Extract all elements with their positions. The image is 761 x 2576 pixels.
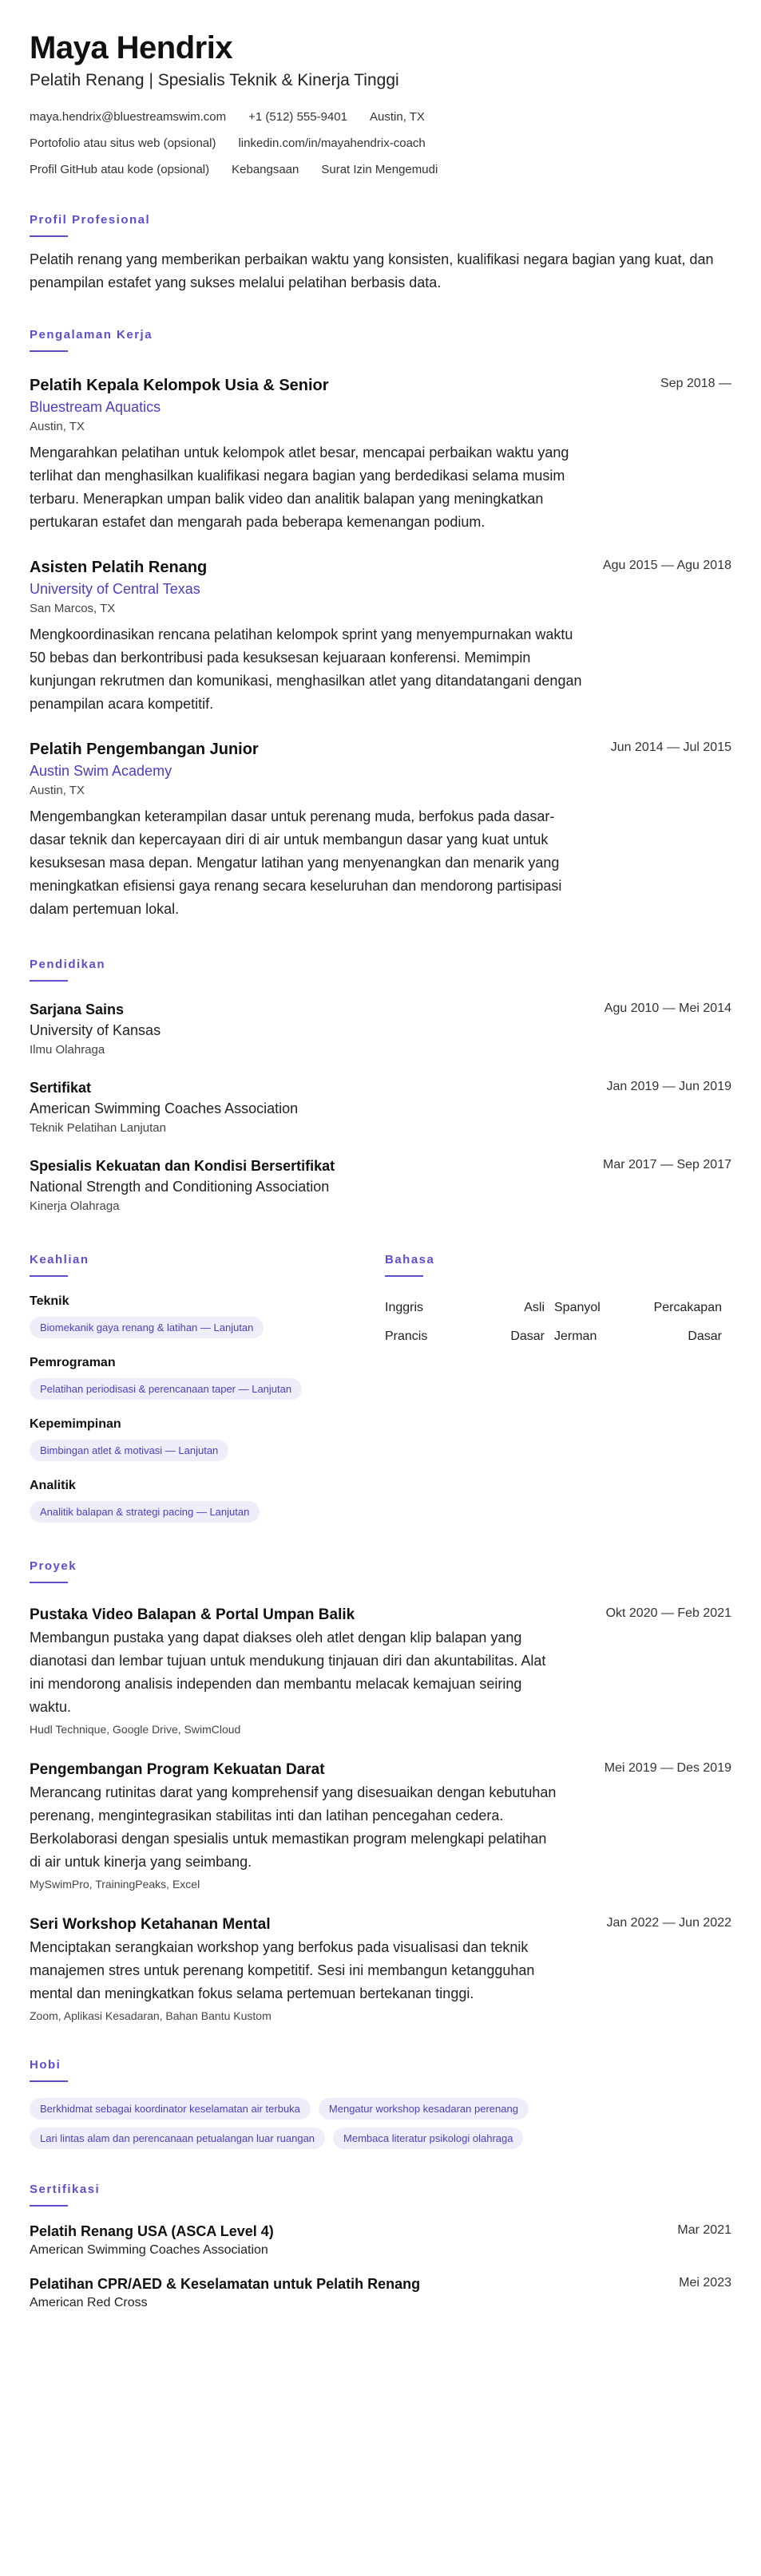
project-entry	[30, 1604, 731, 1738]
job-description: Mengarahkan pelatihan untuk kelompok atlet besar, mencapai perbaikan waktu yang terlihat dan menghasilkan kualifikasi negara bagian yang berdedikasi selama musim terbaru. Menerapkan umpan balik video dan analitik balapan yang meningkatkan pertukaran estafet dan mengarah pada beberapa kemenangan podium.	[30, 444, 569, 530]
hobby-chip: Membaca literatur psikologi olahraga	[333, 2128, 523, 2149]
summary-text: Pelatih renang yang memberikan perbaikan waktu yang konsisten, kualifikasi negara bagian yang kuat, dan penampilan estafet yang sukses melalui pelatihan berbasis data.	[30, 251, 714, 290]
skill-group	[30, 1293, 385, 1338]
project-dates: Okt 2020 — Feb 2021	[605, 1606, 731, 1620]
language-list	[385, 1299, 720, 1345]
job-dates: Agu 2015 — Agu 2018	[602, 559, 731, 572]
job-location: Austin, TX	[30, 420, 85, 433]
project-description: Menciptakan serangkaian workshop yang berfokus pada visualisasi dan teknik manajemen stres untuk perenang kompetitif. Sesi ini membangun ketangguhan mental dan meningkatkan fokus selama pertemuan bertekanan tinggi.	[30, 1939, 535, 2001]
project-title: Pengembangan Program Kekuatan Darat	[30, 1761, 325, 1778]
employer-name: University of Central Texas	[30, 581, 200, 597]
section-divider	[30, 1275, 68, 1277]
job-location: San Marcos, TX	[30, 602, 116, 615]
project-description: Merancang rutinitas darat yang komprehensif yang disesuaikan dengan kebutuhan perenang, mengintegrasikan stabilitas inti dan latihan pencegahan cedera. Berkolaborasi dengan spesialis untuk memastikan program melengkapi pelatihan di air untuk kinerja yang seimbang.	[30, 1784, 557, 1870]
skill-chip: Pelatihan periodisasi & perencanaan taper — Lanjutan	[30, 1378, 302, 1400]
resume-header	[30, 29, 731, 183]
candidate-name: Maya Hendrix	[30, 30, 233, 65]
nationality-text: Kebangsaan	[232, 163, 299, 176]
candidate-headline: Pelatih Renang | Spesialis Teknik & Kinerja Tinggi	[30, 71, 399, 89]
hobby-chip: Berkhidmat sebagai koordinator keselamatan air terbuka	[30, 2098, 311, 2120]
project-tools: Zoom, Aplikasi Kesadaran, Bahan Bantu Kustom	[30, 2009, 272, 2022]
skill-chip: Biomekanik gaya renang & latihan — Lanjutan	[30, 1317, 264, 1338]
hobbies-section	[30, 2056, 731, 2149]
school-name: American Swimming Coaches Association	[30, 1100, 299, 1116]
skills-languages-row	[30, 1251, 731, 1523]
section-title: Profil Profesional	[30, 213, 151, 227]
section-title: Hobi	[30, 2058, 61, 2072]
degree-title: Sarjana Sains	[30, 1002, 125, 1017]
job-description: Mengembangkan keterampilan dasar untuk perenang muda, berfokus pada dasar-dasar teknik dan kepercayaan diri di air untuk membangun dasar yang kuat untuk kesuksesan masa depan. Mengatur latihan yang menyenangkan dan menarik yang meningkatkan efisiensi gaya renang secara keseluruhan dan mendorong partisipasi dalam pertemuan lokal.	[30, 808, 562, 917]
certification-title: Pelatih Renang USA (ASCA Level 4)	[30, 2223, 274, 2239]
projects-section	[30, 1558, 731, 2025]
section-title: Sertifikasi	[30, 2183, 101, 2196]
section-divider	[30, 350, 68, 352]
certifications-section	[30, 2181, 731, 2312]
section-title: Proyek	[30, 1559, 77, 1573]
summary-section	[30, 211, 731, 294]
certification-date: Mar 2021	[677, 2223, 731, 2237]
field-of-study: Ilmu Olahraga	[30, 1043, 105, 1057]
project-dates: Mei 2019 — Des 2019	[604, 1761, 731, 1775]
section-title: Bahasa	[385, 1253, 435, 1266]
language-level: Asli	[524, 1301, 545, 1314]
field-of-study: Kinerja Olahraga	[30, 1199, 120, 1213]
skill-chip: Analitik balapan & strategi pacing — Lanjutan	[30, 1501, 260, 1523]
work-entry	[30, 374, 731, 534]
section-title: Pengalaman Kerja	[30, 328, 153, 342]
job-dates: Sep 2018 —	[660, 377, 731, 390]
degree-title: Spesialis Kekuatan dan Kondisi Bersertifikat	[30, 1158, 335, 1174]
certification-issuer: American Red Cross	[30, 2296, 148, 2309]
contact-row	[30, 156, 731, 183]
certification-date: Mei 2023	[679, 2276, 731, 2290]
language-item	[385, 1299, 545, 1317]
language-item	[385, 1328, 545, 1345]
job-dates: Jun 2014 — Jul 2015	[610, 741, 731, 754]
language-level: Dasar	[510, 1329, 545, 1343]
github-link[interactable]: Profil GitHub atau kode (opsional)	[30, 163, 210, 176]
skill-group	[30, 1416, 385, 1461]
hobby-list	[30, 2098, 636, 2149]
section-title: Pendidikan	[30, 958, 106, 971]
job-title: Asisten Pelatih Renang	[30, 559, 208, 576]
language-level: Percakapan	[653, 1301, 722, 1314]
skill-category: Analitik	[30, 1479, 76, 1492]
field-of-study: Teknik Pelatihan Lanjutan	[30, 1121, 166, 1135]
job-title: Pelatih Kepala Kelompok Usia & Senior	[30, 377, 329, 394]
work-entry	[30, 738, 731, 921]
degree-title: Sertifikat	[30, 1080, 92, 1096]
hobby-chip: Mengatur workshop kesadaran perenang	[319, 2098, 529, 2120]
project-title: Pustaka Video Balapan & Portal Umpan Balik	[30, 1606, 355, 1623]
website-link[interactable]: Portofolio atau situs web (opsional)	[30, 136, 216, 150]
certification-title: Pelatihan CPR/AED & Keselamatan untuk Pelatih Renang	[30, 2276, 421, 2292]
contact-row	[30, 130, 731, 156]
skill-chip: Bimbingan atlet & motivasi — Lanjutan	[30, 1440, 228, 1461]
language-item	[554, 1299, 722, 1317]
contact-row	[30, 104, 731, 130]
linkedin-link[interactable]: linkedin.com/in/mayahendrix-coach	[238, 136, 426, 150]
project-tools: MySwimPro, TrainingPeaks, Excel	[30, 1878, 200, 1891]
language-item	[554, 1328, 722, 1345]
employer-name: Austin Swim Academy	[30, 763, 172, 779]
certification-issuer: American Swimming Coaches Association	[30, 2243, 268, 2257]
education-dates: Jan 2019 — Jun 2019	[606, 1080, 731, 1093]
education-entry	[30, 999, 731, 1060]
skill-group	[30, 1477, 385, 1523]
email-link[interactable]: maya.hendrix@bluestreamswim.com	[30, 110, 227, 124]
education-dates: Agu 2010 — Mei 2014	[604, 1002, 731, 1015]
language-name: Inggris	[385, 1301, 424, 1314]
skill-category: Pemrograman	[30, 1356, 116, 1369]
language-level: Dasar	[688, 1329, 722, 1343]
section-divider	[30, 2205, 68, 2207]
language-name: Jerman	[554, 1329, 597, 1343]
section-title: Keahlian	[30, 1253, 89, 1266]
contact-info	[30, 104, 731, 183]
project-tools: Hudl Technique, Google Drive, SwimCloud	[30, 1723, 241, 1736]
phone-number[interactable]: +1 (512) 555-9401	[248, 110, 347, 124]
skills-section	[30, 1251, 385, 1523]
skill-group	[30, 1354, 385, 1400]
language-name: Spanyol	[554, 1301, 600, 1314]
languages-section	[385, 1251, 720, 1523]
section-divider	[30, 235, 68, 237]
school-name: University of Kansas	[30, 1022, 161, 1038]
location-text: Austin, TX	[370, 110, 425, 124]
project-title: Seri Workshop Ketahanan Mental	[30, 1916, 271, 1933]
job-location: Austin, TX	[30, 784, 85, 797]
project-entry	[30, 1914, 731, 2025]
education-entry	[30, 1156, 731, 1216]
work-entry	[30, 556, 731, 716]
education-dates: Mar 2017 — Sep 2017	[603, 1158, 731, 1171]
education-entry	[30, 1077, 731, 1138]
school-name: National Strength and Conditioning Association	[30, 1179, 330, 1195]
certification-entry	[30, 2274, 731, 2312]
hobby-chip: Lari lintas alam dan perencanaan petualangan luar ruangan	[30, 2128, 325, 2149]
drivers-license-text: Surat Izin Mengemudi	[321, 163, 438, 176]
section-divider	[30, 980, 68, 982]
section-divider	[385, 1275, 423, 1277]
project-dates: Jan 2022 — Jun 2022	[606, 1916, 731, 1930]
section-divider	[30, 1582, 68, 1583]
job-title: Pelatih Pengembangan Junior	[30, 741, 259, 758]
certification-entry	[30, 2221, 731, 2259]
education-section	[30, 956, 731, 1216]
skill-category: Teknik	[30, 1294, 69, 1308]
work-section	[30, 326, 731, 921]
section-divider	[30, 2080, 68, 2082]
language-name: Prancis	[385, 1329, 428, 1343]
project-entry	[30, 1759, 731, 1893]
job-description: Mengkoordinasikan rencana pelatihan kelompok sprint yang menyempurnakan waktu 50 bebas dan berkontribusi pada kesuksesan kejuaraan konferensi. Memimpin kunjungan rekrutmen dan komunikasi, menghasilkan atlet yang ditandatangani dengan penampilan acara kompetitif.	[30, 626, 582, 712]
skill-category: Kepemimpinan	[30, 1417, 121, 1431]
employer-name: Bluestream Aquatics	[30, 399, 161, 415]
project-description: Membangun pustaka yang dapat diakses oleh atlet dengan klip balapan yang dianotasi dan lembar tujuan untuk mendukung tinjauan diri dan akuntabilitas. Alat ini mendorong analisis independen dan membantu melacak kemajuan seiring waktu.	[30, 1630, 546, 1715]
